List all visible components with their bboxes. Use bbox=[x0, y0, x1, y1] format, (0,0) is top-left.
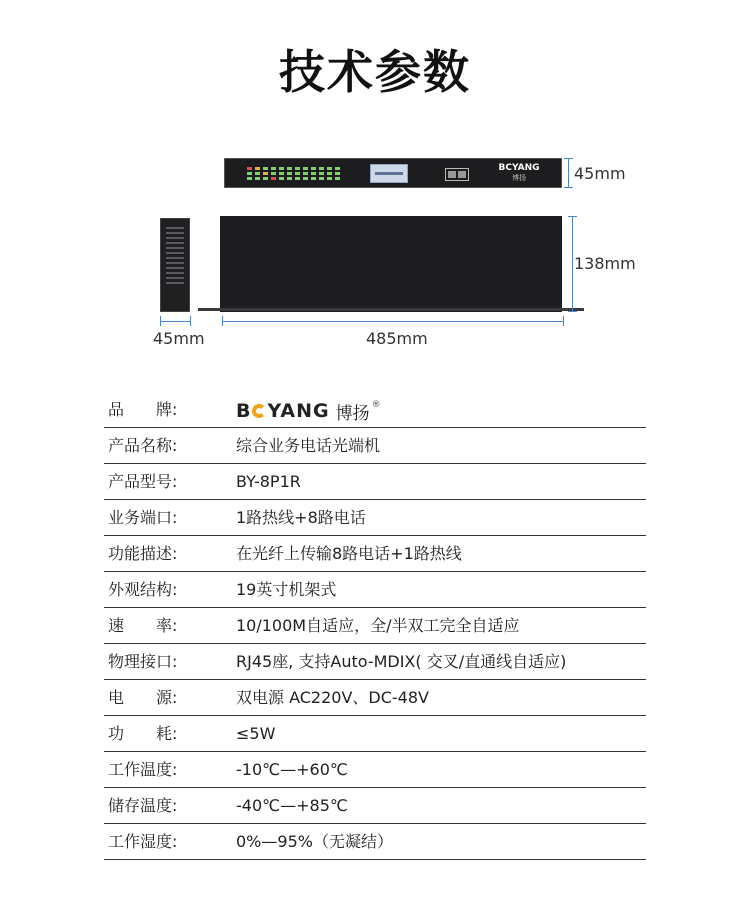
spec-value: 在光纤上传输8路电话+1路热线 bbox=[236, 544, 462, 563]
table-row bbox=[104, 752, 646, 788]
vent-grille bbox=[166, 227, 184, 287]
body-height-label: 138mm bbox=[574, 254, 636, 273]
spec-row-brand bbox=[104, 392, 646, 428]
side-view-image bbox=[160, 218, 190, 312]
spec-table bbox=[104, 392, 646, 860]
table-row bbox=[104, 788, 646, 824]
width-dimension-line bbox=[222, 321, 564, 322]
side-depth-dimension-line bbox=[160, 321, 190, 322]
table-row bbox=[104, 824, 646, 860]
table-row bbox=[104, 644, 646, 680]
spec-value: 1路热线+8路电话 bbox=[236, 508, 366, 527]
front-height-label: 45mm bbox=[574, 164, 626, 183]
spec-label: 品 牌: bbox=[108, 400, 178, 419]
spec-value: BY-8P1R bbox=[236, 472, 301, 491]
spec-value: -10℃—+60℃ bbox=[236, 760, 348, 779]
spec-value: 双电源 AC220V、DC-48V bbox=[236, 688, 429, 707]
brand-logo: B YANG 博扬 ® bbox=[236, 400, 381, 424]
body-height-dimension-line bbox=[572, 216, 573, 312]
dimension-tick bbox=[222, 316, 223, 326]
table-row bbox=[104, 716, 646, 752]
led-indicators bbox=[247, 167, 357, 181]
table-row bbox=[104, 608, 646, 644]
rack-mount-rail bbox=[198, 308, 584, 311]
table-row bbox=[104, 572, 646, 608]
spec-value: 综合业务电话光端机 bbox=[236, 436, 381, 455]
spec-label: 工作湿度: bbox=[108, 832, 178, 851]
table-row bbox=[104, 464, 646, 500]
dimension-tick bbox=[568, 216, 577, 217]
side-depth-label: 45mm bbox=[153, 329, 205, 348]
front-brand-label: BCYANG 博扬 bbox=[498, 163, 540, 182]
spec-value: 10/100M自适应，全/半双工完全自适应 bbox=[236, 616, 520, 635]
dimension-tick bbox=[160, 316, 161, 326]
spec-value: RJ45座, 支持Auto-MDIX( 交叉/直通线自适应) bbox=[236, 652, 567, 671]
table-row bbox=[104, 500, 646, 536]
dimension-tick bbox=[564, 187, 573, 188]
logo-o-mark-icon bbox=[252, 404, 266, 418]
spec-label: 外观结构: bbox=[108, 580, 178, 599]
width-label: 485mm bbox=[366, 329, 428, 348]
spec-label: 速 率: bbox=[108, 616, 178, 635]
page-title: 技术参数 bbox=[279, 45, 471, 99]
spec-label: 电 源: bbox=[108, 688, 178, 707]
body-view-image bbox=[220, 216, 562, 312]
dimension-tick bbox=[568, 311, 577, 312]
spec-value: 0%—95%（无凝结） bbox=[236, 832, 393, 851]
spec-label: 业务端口: bbox=[108, 508, 178, 527]
spec-label: 工作温度: bbox=[108, 760, 178, 779]
spec-value: -40℃—+85℃ bbox=[236, 796, 348, 815]
table-row bbox=[104, 428, 646, 464]
dimension-tick bbox=[564, 158, 573, 159]
front-height-dimension-line bbox=[568, 158, 569, 188]
spec-label: 功能描述: bbox=[108, 544, 178, 563]
spec-label: 物理接口: bbox=[108, 652, 178, 671]
spec-value: ≤5W bbox=[236, 724, 276, 743]
lcd-display bbox=[370, 164, 408, 183]
spec-label: 产品型号: bbox=[108, 472, 178, 491]
dimension-tick bbox=[190, 316, 191, 326]
front-panel-image bbox=[224, 158, 562, 188]
spec-label: 功 耗: bbox=[108, 724, 178, 743]
spec-label: 产品名称: bbox=[108, 436, 178, 455]
spec-label: 储存温度: bbox=[108, 796, 178, 815]
table-row bbox=[104, 536, 646, 572]
rj45-port-icon bbox=[445, 168, 469, 181]
dimension-tick bbox=[563, 316, 564, 326]
spec-value: 19英寸机架式 bbox=[236, 580, 337, 599]
table-row bbox=[104, 680, 646, 716]
